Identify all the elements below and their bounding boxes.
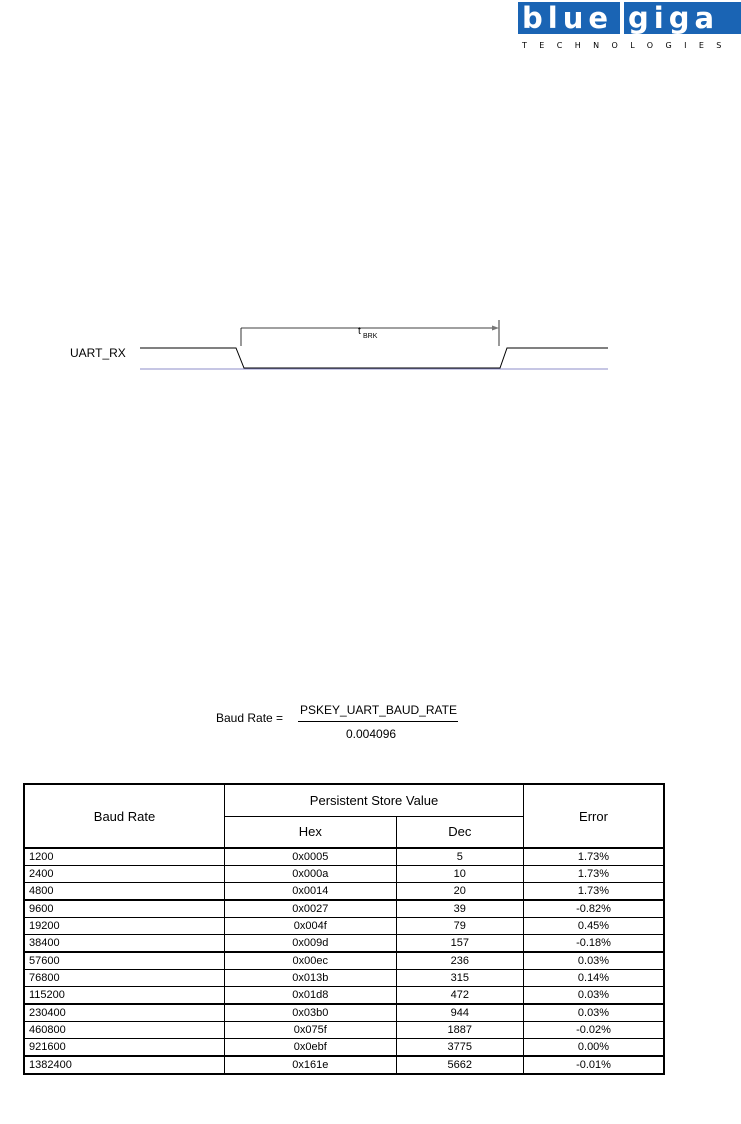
cell-dec: 39 bbox=[396, 900, 523, 918]
cell-baud-rate: 115200 bbox=[24, 987, 225, 1005]
header-persistent-store-value: Persistent Store Value bbox=[225, 784, 524, 816]
cell-error: -0.01% bbox=[524, 1056, 665, 1074]
uart-rx-waveform bbox=[140, 348, 608, 368]
cell-baud-rate: 460800 bbox=[24, 1022, 225, 1039]
cell-error: 1.73% bbox=[524, 848, 665, 866]
table-body bbox=[24, 848, 664, 1074]
header-hex: Hex bbox=[225, 816, 397, 848]
bluegiga-logo bbox=[518, 2, 741, 50]
logo-tagline: TECHNOLOGIES bbox=[522, 41, 734, 50]
cell-dec: 315 bbox=[396, 970, 523, 987]
cell-error: 0.14% bbox=[524, 970, 665, 987]
cell-dec: 1887 bbox=[396, 1022, 523, 1039]
cell-baud-rate: 76800 bbox=[24, 970, 225, 987]
cell-hex: 0x0014 bbox=[225, 883, 397, 901]
cell-hex: 0x000a bbox=[225, 866, 397, 883]
table-row bbox=[24, 1022, 664, 1039]
table-row bbox=[24, 848, 664, 866]
baud-rate-table bbox=[23, 783, 665, 1075]
formula-numerator: PSKEY_UART_BAUD_RATE bbox=[300, 703, 457, 717]
formula-lhs: Baud Rate = bbox=[216, 711, 284, 725]
header-baud-rate: Baud Rate bbox=[24, 784, 225, 848]
cell-dec: 3775 bbox=[396, 1039, 523, 1057]
break-time-subscript: BRK bbox=[363, 333, 378, 340]
cell-dec: 5662 bbox=[396, 1056, 523, 1074]
cell-error: 1.73% bbox=[524, 866, 665, 883]
cell-baud-rate: 19200 bbox=[24, 918, 225, 935]
break-time-label: t bbox=[358, 326, 361, 337]
cell-dec: 944 bbox=[396, 1004, 523, 1022]
table-row bbox=[24, 900, 664, 918]
table-row bbox=[24, 970, 664, 987]
cell-dec: 472 bbox=[396, 987, 523, 1005]
cell-baud-rate: 38400 bbox=[24, 935, 225, 953]
cell-baud-rate: 4800 bbox=[24, 883, 225, 901]
cell-dec: 236 bbox=[396, 952, 523, 970]
cell-dec: 157 bbox=[396, 935, 523, 953]
cell-hex: 0x009d bbox=[225, 935, 397, 953]
cell-error: 0.03% bbox=[524, 987, 665, 1005]
cell-hex: 0x0027 bbox=[225, 900, 397, 918]
logo-word-blue: blue bbox=[518, 2, 620, 34]
formula-denominator: 0.004096 bbox=[346, 727, 397, 741]
cell-error: -0.82% bbox=[524, 900, 665, 918]
cell-dec: 20 bbox=[396, 883, 523, 901]
table-row bbox=[24, 1004, 664, 1022]
cell-error: 0.03% bbox=[524, 1004, 665, 1022]
cell-baud-rate: 1382400 bbox=[24, 1056, 225, 1074]
cell-hex: 0x075f bbox=[225, 1022, 397, 1039]
cell-baud-rate: 1200 bbox=[24, 848, 225, 866]
table-row bbox=[24, 1056, 664, 1074]
table-row bbox=[24, 918, 664, 935]
cell-baud-rate: 921600 bbox=[24, 1039, 225, 1057]
table-row bbox=[24, 935, 664, 953]
cell-hex: 0x0ebf bbox=[225, 1039, 397, 1057]
cell-hex: 0x00ec bbox=[225, 952, 397, 970]
table-row bbox=[24, 1039, 664, 1057]
logo-word-giga: giga bbox=[624, 2, 741, 34]
cell-hex: 0x01d8 bbox=[225, 987, 397, 1005]
cell-dec: 10 bbox=[396, 866, 523, 883]
cell-dec: 5 bbox=[396, 848, 523, 866]
header-dec: Dec bbox=[396, 816, 523, 848]
cell-hex: 0x0005 bbox=[225, 848, 397, 866]
timing-waveform bbox=[60, 310, 620, 390]
table-row bbox=[24, 883, 664, 901]
cell-hex: 0x03b0 bbox=[225, 1004, 397, 1022]
signal-label-uart-rx: UART_RX bbox=[70, 346, 126, 360]
cell-error: 0.00% bbox=[524, 1039, 665, 1057]
cell-dec: 79 bbox=[396, 918, 523, 935]
cell-baud-rate: 9600 bbox=[24, 900, 225, 918]
cell-baud-rate: 2400 bbox=[24, 866, 225, 883]
header-error: Error bbox=[524, 784, 665, 848]
cell-error: 0.03% bbox=[524, 952, 665, 970]
cell-baud-rate: 230400 bbox=[24, 1004, 225, 1022]
formula-fraction-bar bbox=[298, 721, 458, 722]
arrow-head-icon bbox=[492, 326, 499, 331]
cell-error: -0.18% bbox=[524, 935, 665, 953]
table-row bbox=[24, 866, 664, 883]
cell-error: -0.02% bbox=[524, 1022, 665, 1039]
uart-break-timing-diagram bbox=[60, 310, 620, 390]
cell-hex: 0x013b bbox=[225, 970, 397, 987]
cell-hex: 0x161e bbox=[225, 1056, 397, 1074]
cell-baud-rate: 57600 bbox=[24, 952, 225, 970]
cell-error: 1.73% bbox=[524, 883, 665, 901]
cell-hex: 0x004f bbox=[225, 918, 397, 935]
table-row bbox=[24, 987, 664, 1005]
table-row bbox=[24, 952, 664, 970]
cell-error: 0.45% bbox=[524, 918, 665, 935]
